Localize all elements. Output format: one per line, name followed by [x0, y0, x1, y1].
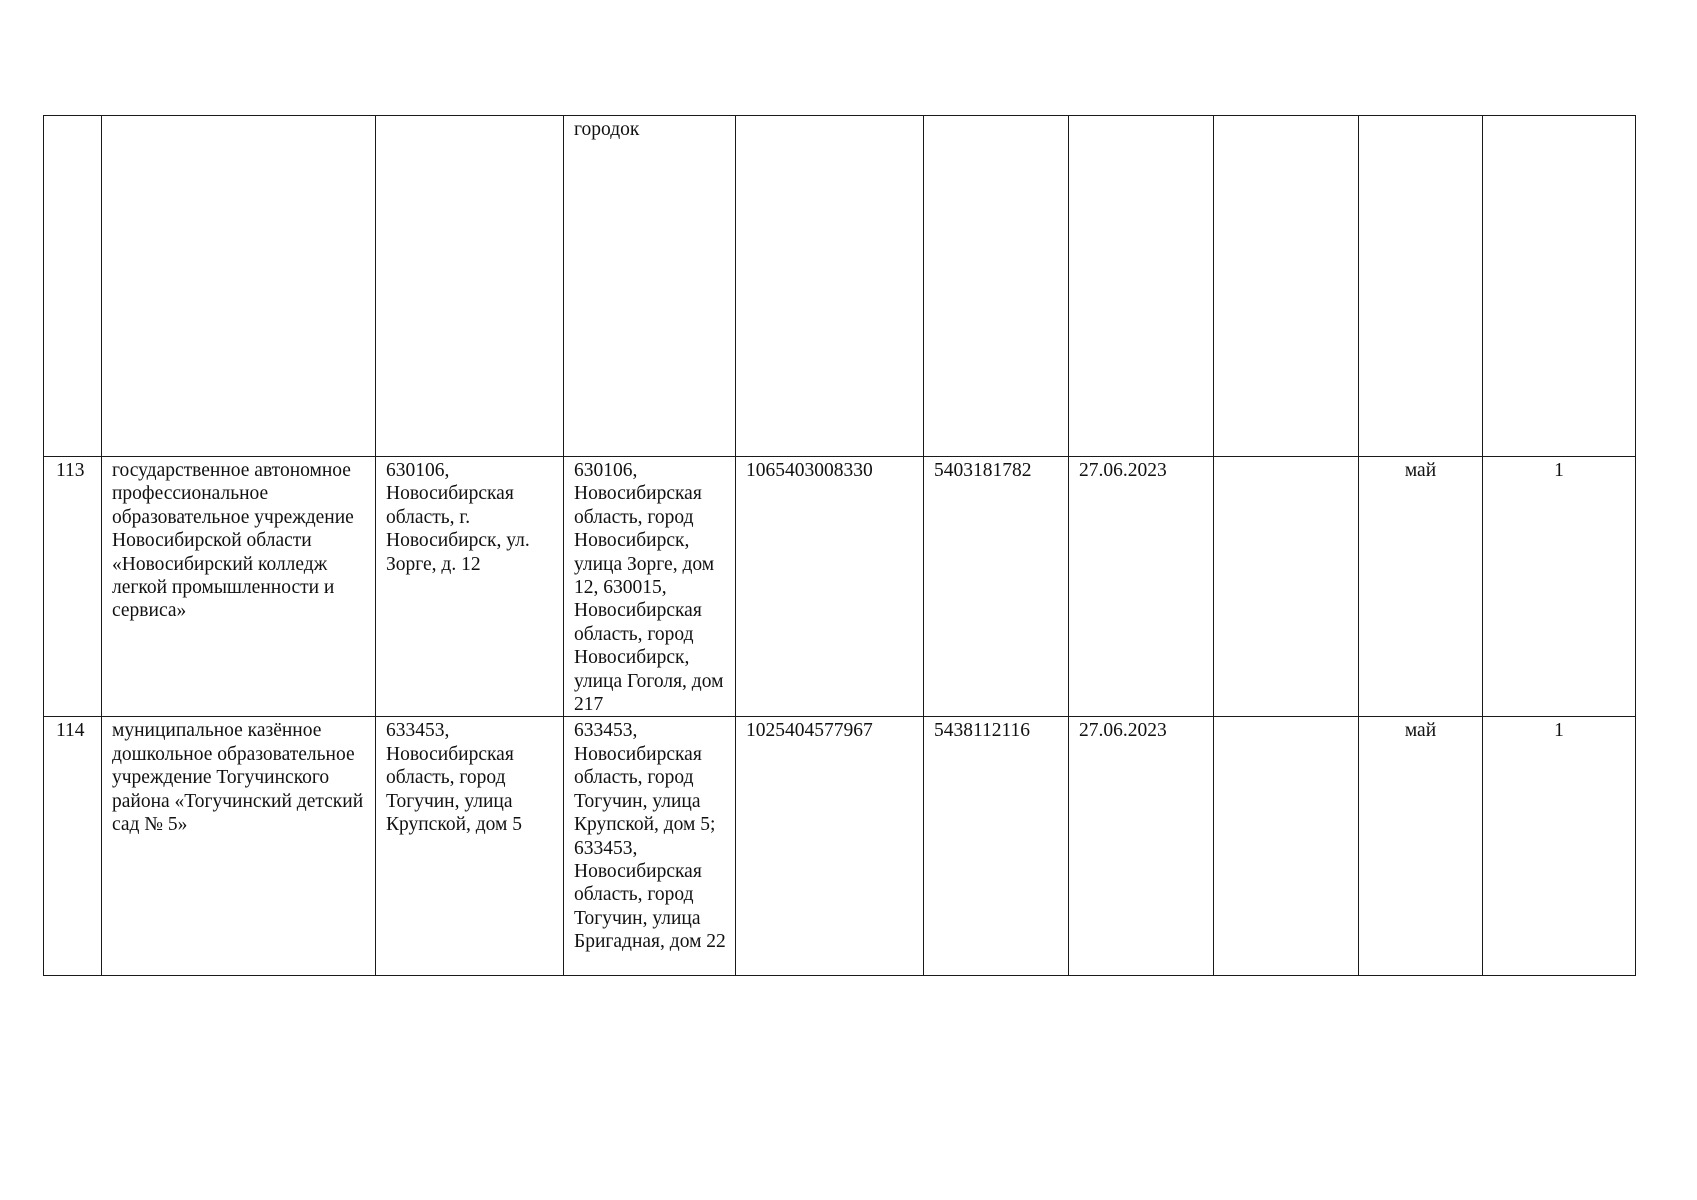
cell-legal-address: 630106, Новосибирская область, г. Новосибирск, ул. Зорге, д. 12	[376, 457, 564, 717]
cell-count: 1	[1483, 717, 1636, 976]
cell-activity-address: городок	[564, 116, 736, 457]
table-row	[44, 457, 1636, 717]
cell-inn	[924, 116, 1069, 457]
cell-legal-address: 633453, Новосибирская область, город Тогучин, улица Крупской, дом 5	[376, 717, 564, 976]
cell-empty	[1214, 717, 1359, 976]
cell-inn: 5403181782	[924, 457, 1069, 717]
document-sheet	[43, 115, 1635, 976]
cell-number: 113	[44, 457, 102, 717]
table-row	[44, 116, 1636, 457]
table-row	[44, 717, 1636, 976]
cell-inn: 5438112116	[924, 717, 1069, 976]
cell-organization-name: муниципальное казённое дошкольное образовательное учреждение Тогучинского района «Тогучинский детский сад № 5»	[102, 717, 376, 976]
cell-activity-address: 630106, Новосибирская область, город Новосибирск, улица Зорге, дом 12, 630015, Новосибирская область, город Новосибирск, улица Гоголя, дом 217	[564, 457, 736, 717]
cell-month: май	[1359, 717, 1483, 976]
cell-ogrn	[736, 116, 924, 457]
cell-ogrn: 1065403008330	[736, 457, 924, 717]
cell-date: 27.06.2023	[1069, 717, 1214, 976]
cell-month: май	[1359, 457, 1483, 717]
cell-empty	[1214, 457, 1359, 717]
cell-number: 114	[44, 717, 102, 976]
cell-empty	[1214, 116, 1359, 457]
register-table	[43, 115, 1636, 976]
cell-date	[1069, 116, 1214, 457]
cell-date: 27.06.2023	[1069, 457, 1214, 717]
cell-month	[1359, 116, 1483, 457]
cell-ogrn: 1025404577967	[736, 717, 924, 976]
cell-organization-name	[102, 116, 376, 457]
cell-organization-name: государственное автономное профессиональное образовательное учреждение Новосибирской области «Новосибирский колледж легкой промышленности и сервиса»	[102, 457, 376, 717]
cell-legal-address	[376, 116, 564, 457]
cell-count: 1	[1483, 457, 1636, 717]
cell-count	[1483, 116, 1636, 457]
cell-number	[44, 116, 102, 457]
cell-activity-address: 633453, Новосибирская область, город Тогучин, улица Крупской, дом 5; 633453, Новосибирская область, город Тогучин, улица Бригадная, дом 22	[564, 717, 736, 976]
